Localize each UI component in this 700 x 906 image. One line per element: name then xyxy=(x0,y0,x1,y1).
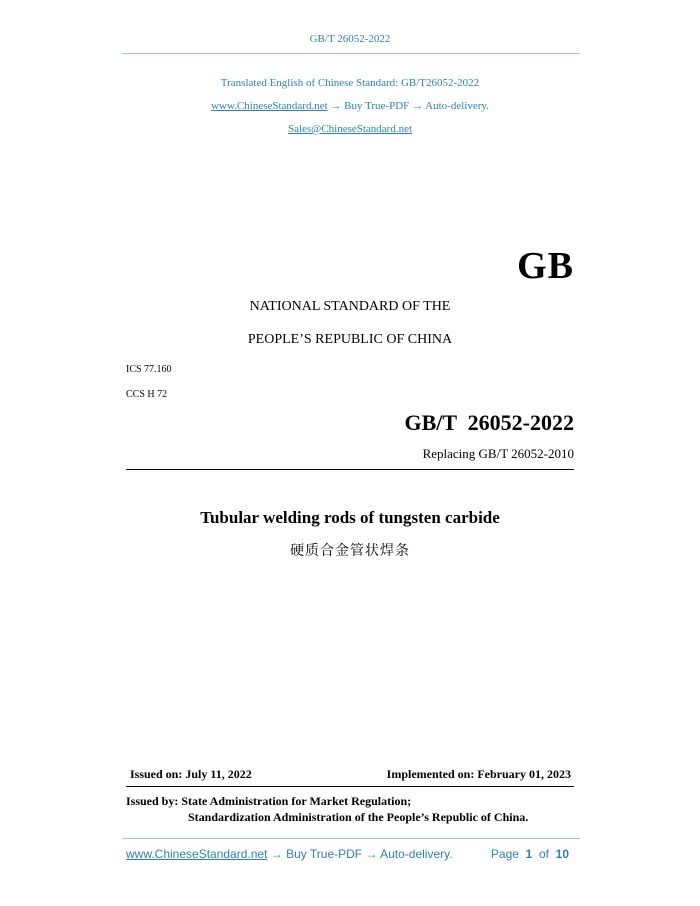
footer-divider xyxy=(122,838,580,839)
dates-divider xyxy=(126,786,574,787)
national-standard-line2: PEOPLE’S REPUBLIC OF CHINA xyxy=(247,332,453,347)
gb-mark: GB xyxy=(517,245,574,287)
footer-site-link[interactable]: www.ChineseStandard.net xyxy=(126,847,268,861)
title-english: Tubular welding rods of tungsten carbide xyxy=(200,508,500,527)
replacing-note: Replacing GB/T 26052-2010 xyxy=(422,446,574,461)
issued-date: Issued on: July 11, 2022 xyxy=(130,767,252,781)
translation-notice: Translated English of Chinese Standard: GB/T26052-2022 xyxy=(220,77,480,89)
page-of: of xyxy=(538,847,549,861)
header-standard-code: GB/T 26052-2022 xyxy=(309,33,391,45)
header-divider xyxy=(122,53,580,54)
title-divider xyxy=(126,469,574,470)
page-total: 10 xyxy=(555,847,569,861)
footer-buy-suffix: → Buy True-PDF → Auto-delivery. xyxy=(267,847,453,861)
footer-buy-notice xyxy=(126,847,453,861)
page-indicator xyxy=(491,847,569,861)
page-current: 1 xyxy=(525,847,533,861)
buy-suffix: → Buy True-PDF → Auto-delivery. xyxy=(327,100,489,112)
title-chinese: 硬质合金管状焊条 xyxy=(290,543,410,559)
page-label: Page xyxy=(490,847,519,861)
site-link[interactable]: www.ChineseStandard.net xyxy=(211,100,328,112)
issued-by-line1: Issued by: State Administration for Market Regulation; xyxy=(126,794,412,808)
buy-notice xyxy=(0,100,700,112)
email-line xyxy=(0,123,700,135)
standard-code: GB/T 26052-2022 xyxy=(404,410,574,435)
ics-code: ICS 77.160 xyxy=(126,364,172,375)
implemented-date: Implemented on: February 01, 2023 xyxy=(386,767,571,781)
issued-by-line2: Standardization Administration of the People’s Republic of China. xyxy=(188,810,529,824)
email-link[interactable]: Sales@ChineseStandard.net xyxy=(287,123,413,135)
national-standard-line1: NATIONAL STANDARD OF THE xyxy=(249,299,451,314)
ccs-code: CCS H 72 xyxy=(126,389,168,400)
